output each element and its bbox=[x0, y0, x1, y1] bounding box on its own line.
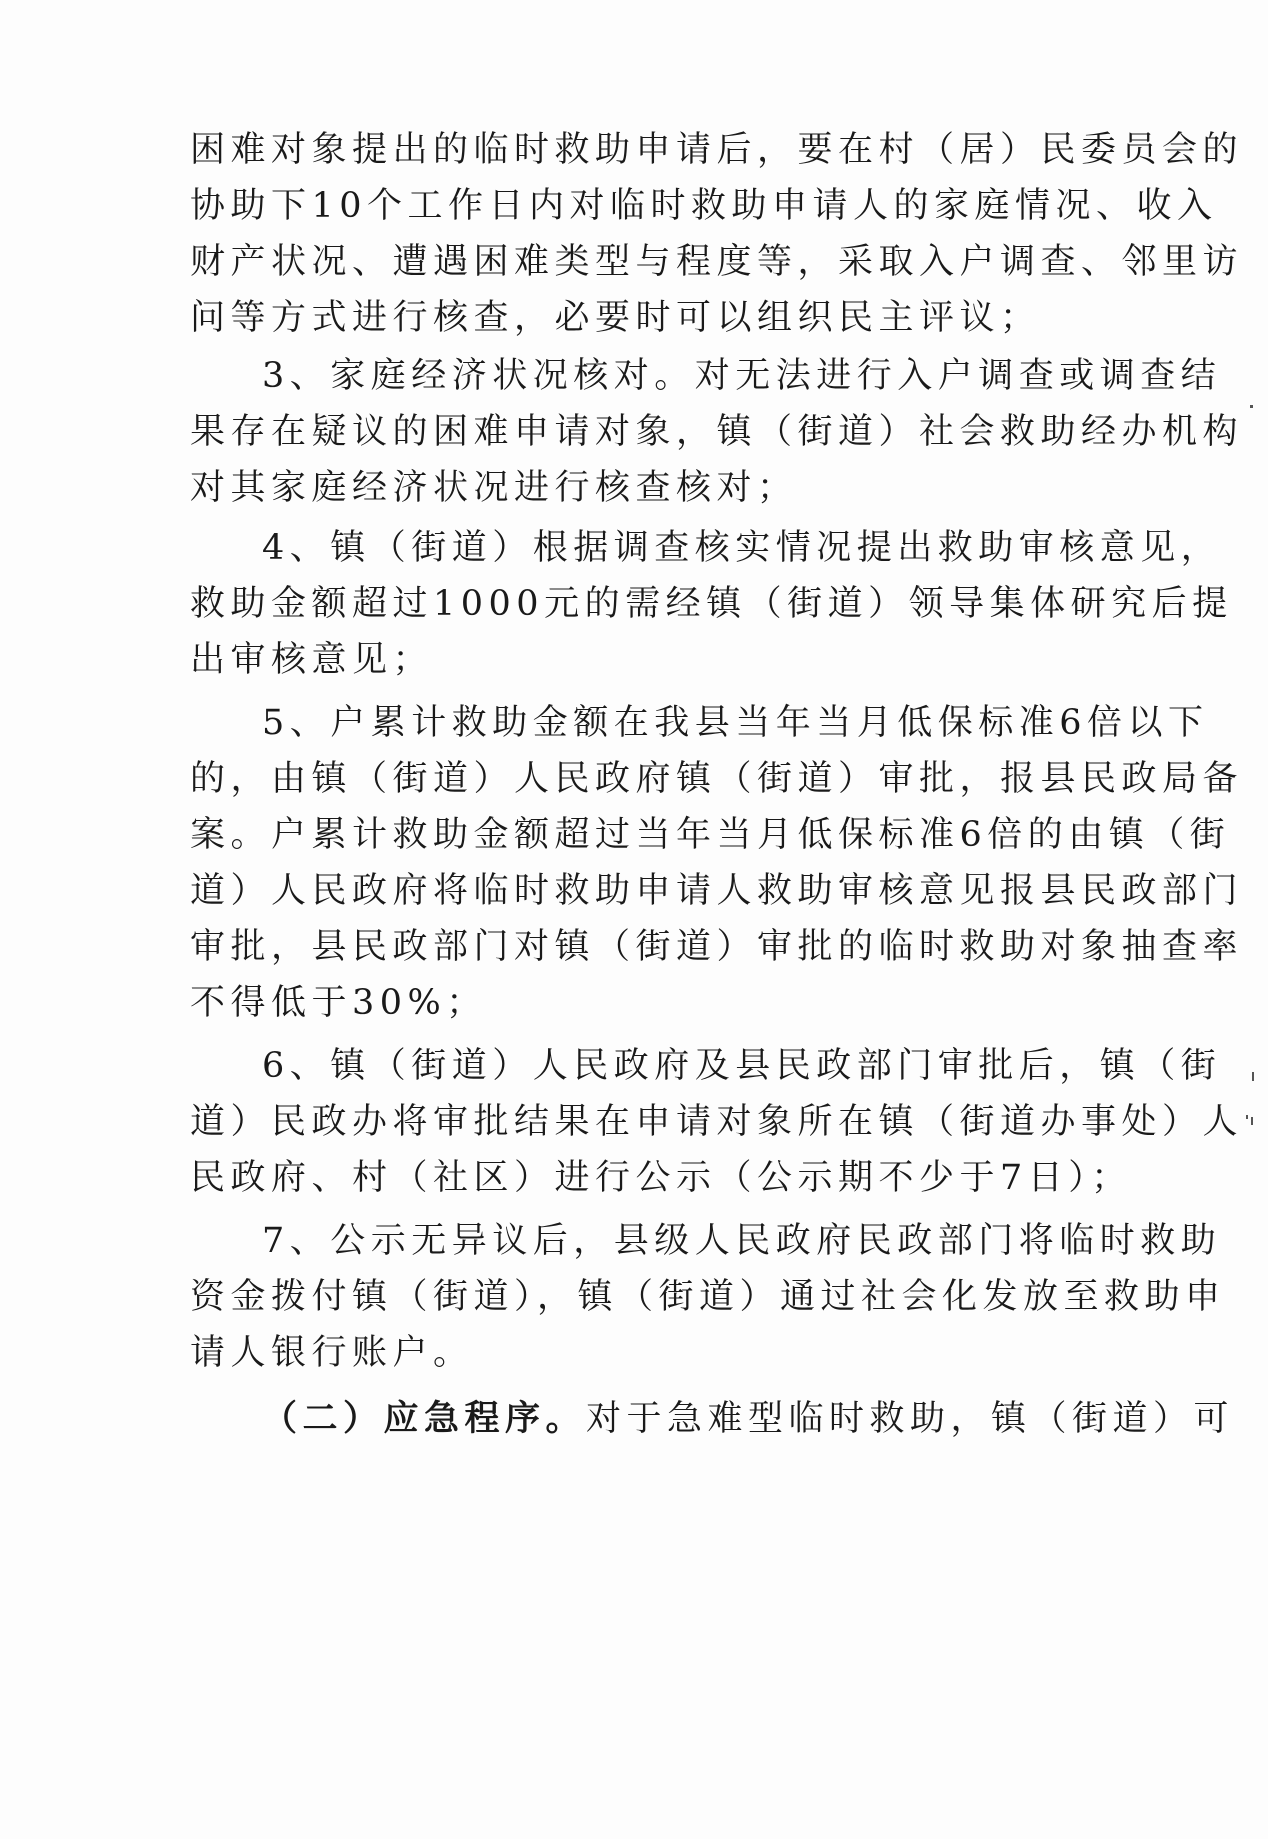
scan-speck bbox=[1250, 405, 1253, 408]
body-line: 对其家庭经济状况进行核查核对； bbox=[190, 468, 798, 508]
section-heading: （二）应急程序。 bbox=[262, 1398, 587, 1439]
body-line: 果存在疑议的困难申请对象，镇（街道）社会救助经办机构 bbox=[190, 412, 1244, 452]
body-line: 问等方式进行核查，必要时可以组织民主评议； bbox=[190, 298, 1041, 338]
body-line: 不得低于30%； bbox=[190, 983, 487, 1023]
emergency-procedure-line bbox=[262, 1397, 1234, 1441]
body-line: 道）人民政府将临时救助申请人救助审核意见报县民政部门 bbox=[190, 871, 1244, 911]
paragraph-4-start: 4、镇（街道）根据调查核实情况提出救助审核意见， bbox=[262, 528, 1222, 568]
paragraph-7-start: 7、公示无异议后，县级人民政府民政部门将临时救助 bbox=[262, 1221, 1222, 1261]
paragraph-6-start: 6、镇（街道）人民政府及县民政部门审批后，镇（街 bbox=[262, 1046, 1222, 1086]
scan-speck bbox=[1251, 1117, 1253, 1125]
scan-speck bbox=[1246, 1115, 1248, 1119]
body-line: 案。户累计救助金额超过当年当月低保标准6倍的由镇（街 bbox=[190, 815, 1231, 855]
paragraph-3-start: 3、家庭经济状况核对。对无法进行入户调查或调查结 bbox=[262, 356, 1222, 396]
body-line: 请人银行账户。 bbox=[190, 1333, 474, 1373]
section-text: 对于急难型临时救助，镇（街道）可 bbox=[586, 1399, 1235, 1439]
body-line: 救助金额超过1000元的需经镇（街道）领导集体研究后提 bbox=[190, 584, 1233, 624]
body-line: 困难对象提出的临时救助申请后，要在村（居）民委员会的 bbox=[190, 130, 1244, 170]
body-line: 民政府、村（社区）进行公示（公示期不少于7日）； bbox=[190, 1158, 1132, 1198]
body-line: 协助下10个工作日内对临时救助申请人的家庭情况、收入 bbox=[190, 186, 1218, 226]
body-line: 出审核意见； bbox=[190, 640, 434, 680]
body-line: 的，由镇（街道）人民政府镇（街道）审批，报县民政局备 bbox=[190, 759, 1244, 799]
body-line: 财产状况、遭遇困难类型与程度等，采取入户调查、邻里访 bbox=[190, 242, 1244, 282]
body-line: 审批，县民政部门对镇（街道）审批的临时救助对象抽查率 bbox=[190, 927, 1244, 967]
body-line: 资金拨付镇（街道），镇（街道）通过社会化发放至救助申 bbox=[190, 1277, 1226, 1317]
body-line: 道）民政办将审批结果在申请对象所在镇（街道办事处）人 bbox=[190, 1102, 1244, 1142]
paragraph-5-start: 5、户累计救助金额在我县当年当月低保标准6倍以下 bbox=[262, 703, 1209, 743]
scan-speck bbox=[1252, 1072, 1254, 1081]
